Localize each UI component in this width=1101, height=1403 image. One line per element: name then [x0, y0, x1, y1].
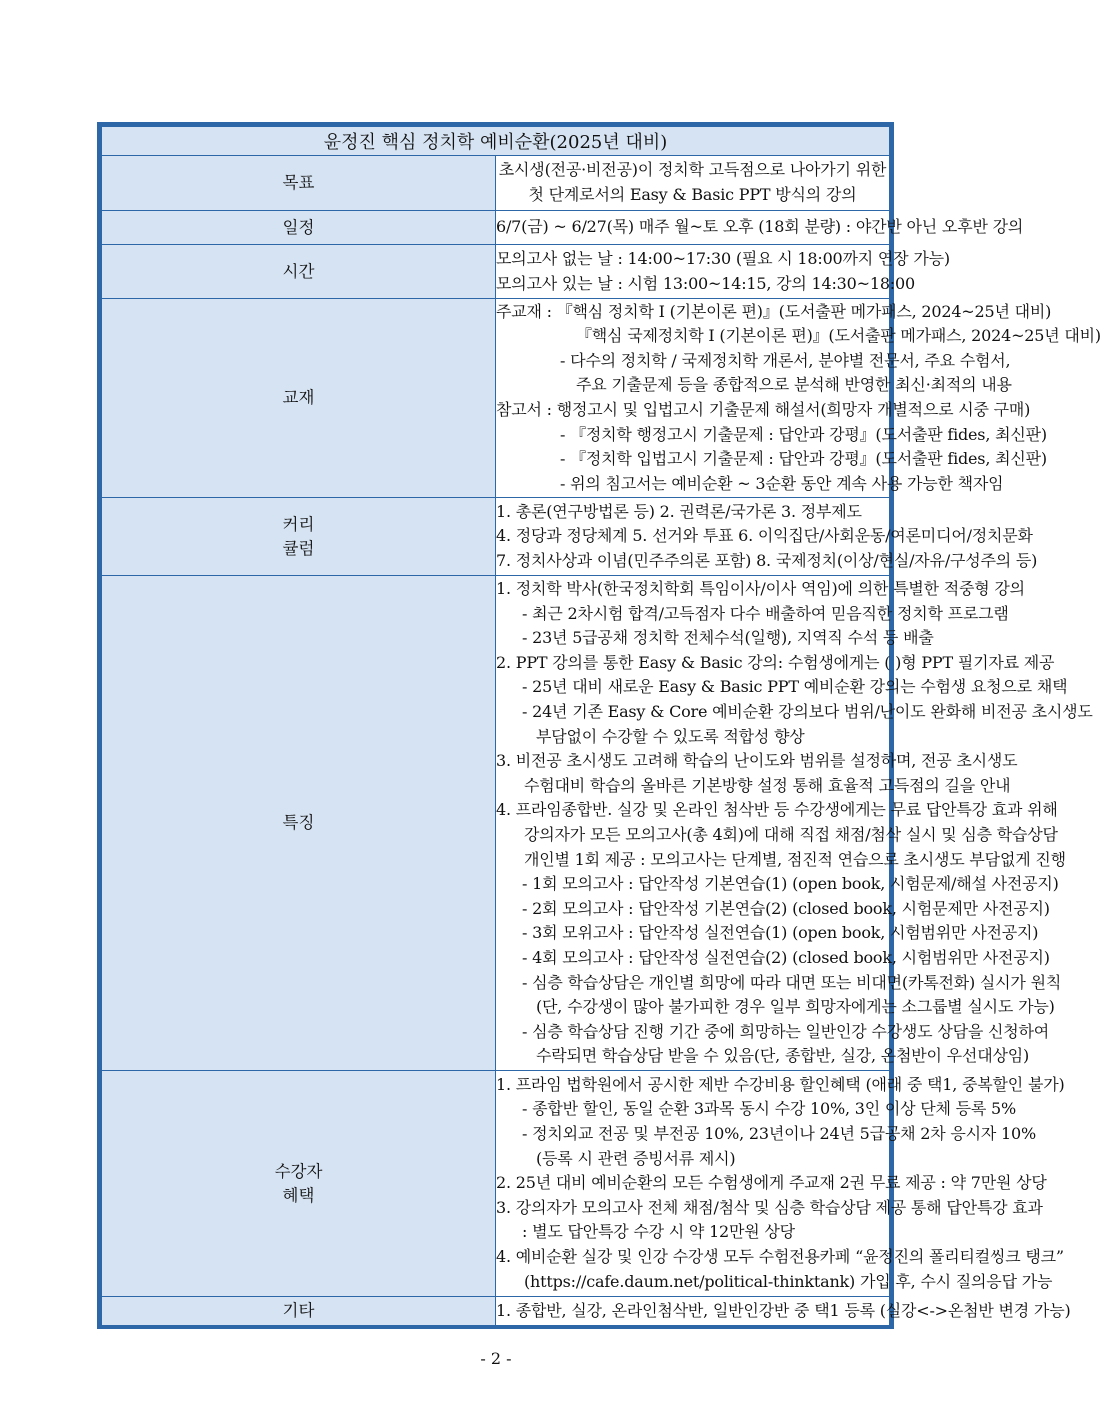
benefits-line: 4. 예비순환 실강 및 인강 수강생 모두 수험전용카페 “윤정진의 폴리티컬씽크 탱크”: [496, 1246, 1064, 1266]
benefits-label-line: 수강자: [274, 1161, 323, 1181]
features-label: 특징: [102, 576, 496, 1071]
textbook-content: [496, 299, 1101, 498]
features-line: - 24년 기존 Easy & Core 예비순환 강의보다 범위/난이도 완화해 비전공 초시생도: [522, 702, 1093, 722]
goal-label: 목표: [102, 156, 496, 211]
benefits-line: (https://cafe.daum.net/political-thinktank) 가입 후, 수시 질의응답 가능: [524, 1271, 1053, 1291]
curriculum-label-line: 큘럼: [282, 538, 315, 558]
time-label: 시간: [102, 245, 496, 299]
textbook-line: 주교재 : 『핵심 정치학 I (기본이론 편)』(도서출판 메가패스, 2024~25년 대비): [496, 301, 1052, 321]
etc-line: 1. 종합반, 실강, 온라인첨삭반, 일반인강반 중 택1 등록 (실강<->온첨반 변경 가능): [496, 1300, 1071, 1320]
time-row: [102, 245, 890, 299]
features-line: - 심층 학습상담은 개인별 희망에 따라 대면 또는 비대면(카톡전화) 실시가 원칙: [522, 972, 1062, 992]
benefits-line: 1. 프라임 법학원에서 공시한 제반 수강비용 할인혜택 (애래 중 택1, 중복할인 불가): [496, 1074, 1065, 1094]
benefits-label-line: 혜택: [282, 1185, 315, 1205]
schedule-line: 6/7(금) ~ 6/27(목) 매주 월~토 오후 (18회 분량) : 야간반 아닌 오후반 강의: [496, 217, 1024, 237]
features-line: 개인별 1회 제공 : 모의고사는 단계별, 점진적 연습으로 초시생도 부담없게 진행: [524, 849, 1066, 869]
schedule-row: [102, 211, 890, 245]
features-line: 수험대비 학습의 올바른 기본방향 설정 통해 효율적 고득점의 길을 안내: [524, 775, 1011, 795]
benefits-line: - 종합반 할인, 동일 순환 3과목 동시 수강 10%, 3인 이상 단체 등록 5%: [522, 1099, 1017, 1119]
features-content: [496, 576, 1093, 1071]
textbook-label: 교재: [102, 299, 496, 498]
curriculum-label: [102, 498, 496, 576]
benefits-line: : 별도 답안특강 수강 시 약 12만원 상당: [522, 1222, 795, 1242]
page-number: - 2 -: [480, 1349, 512, 1368]
features-line: 3. 비전공 초시생도 고려해 학습의 난이도와 범위를 설정하며, 전공 초시생도: [496, 751, 1018, 771]
benefits-line: - 정치외교 전공 및 부전공 10%, 23년이나 24년 5급공채 2차 응시자 10%: [522, 1124, 1037, 1144]
features-line: - 심층 학습상담 진행 기간 중에 희망하는 일반인강 수강생도 상담을 신청하여: [522, 1021, 1050, 1041]
benefits-line: 3. 강의자가 모의고사 전체 채점/첨삭 및 심층 학습상담 제공 통해 답안특강 효과: [496, 1197, 1043, 1217]
features-line: - 4회 모의고사 : 답안작성 실전연습(2) (closed book, 시험범위만 사전공지): [522, 947, 1050, 967]
textbook-line: 『핵심 국제정치학 I (기본이론 편)』(도서출판 메가패스, 2024~25년 대비): [576, 326, 1101, 346]
features-line: - 25년 대비 새로운 Easy & Basic PPT 예비순환 강의는 수험생 요청으로 채택: [522, 677, 1068, 697]
goal-line: 첫 단계로서의 Easy & Basic PPT 방식의 강의: [528, 185, 857, 204]
features-row: [102, 576, 890, 1071]
title-row: [102, 127, 890, 156]
features-line: 수락되면 학습상담 받을 수 있음(단, 종합반, 실강, 온첨반이 우선대상임): [536, 1046, 1029, 1066]
features-line: - 23년 5급공채 정치학 전체수석(일행), 지역직 수석 등 배출: [522, 628, 934, 648]
textbook-line: - 『정치학 행정고시 기출문제 : 답안과 강평』(도서출판 fides, 최신판): [560, 424, 1047, 444]
features-line: 1. 정치학 박사(한국정치학회 특임이사/이사 역임)에 의한 특별한 적중형 강의: [496, 579, 1025, 599]
goal-content: [496, 156, 890, 211]
features-line: 2. PPT 강의를 통한 Easy & Basic 강의: 수험생에게는 ( )형 PPT 필기자료 제공: [496, 652, 1055, 672]
schedule-content: [496, 211, 1024, 245]
goal-row: [102, 156, 890, 211]
features-line: - 2회 모의고사 : 답안작성 기본연습(2) (closed book, 시험문제만 사전공지): [522, 898, 1050, 918]
textbook-line: 주요 기출문제 등을 종합적으로 분석해 반영한 최신·최적의 내용: [576, 375, 1012, 395]
textbook-line: - 『정치학 입법고시 기출문제 : 답안과 강평』(도서출판 fides, 최신판): [560, 449, 1047, 469]
etc-label: 기타: [102, 1297, 496, 1326]
textbook-line: - 위의 침고서는 예비순환 ~ 3순환 동안 계속 사용 가능한 책자임: [560, 473, 1004, 493]
benefits-line: 2. 25년 대비 예비순환의 모든 수험생에게 주교재 2권 무료 제공 : 약 7만원 상당: [496, 1173, 1047, 1193]
benefits-line: (등록 시 관련 증빙서류 제시): [536, 1148, 736, 1168]
page-title: 윤정진 핵심 정치학 예비순환(2025년 대비): [102, 127, 890, 156]
curriculum-line: 4. 정당과 정당체계 5. 선거와 투표 6. 이익집단/사회운동/여론미디어/정치문화: [496, 526, 1033, 546]
curriculum-line: 1. 총론(연구방법론 등) 2. 권력론/국가론 3. 정부제도: [496, 501, 862, 521]
etc-row: [102, 1297, 890, 1326]
features-line: 4. 프라임종합반. 실강 및 온라인 첨삭반 등 수강생에게는 무료 답안특강 효과 위해: [496, 800, 1058, 820]
document-frame: [97, 122, 1101, 1329]
features-line: - 3회 모위고사 : 답안작성 실전연습(1) (open book, 시험범위만 사전공지): [522, 923, 1039, 943]
features-line: 강의자가 모든 모의고사(총 4회)에 대해 직접 채점/첨삭 실시 및 심층 학습상담: [524, 825, 1058, 844]
curriculum-label-line: 커리: [282, 514, 315, 534]
benefits-row: [102, 1071, 890, 1297]
etc-content: [496, 1297, 1071, 1326]
textbook-line: - 다수의 정치학 / 국제정치학 개론서, 분야별 전문서, 주요 수험서,: [560, 350, 1011, 370]
time-line: 모의고사 없는 날 : 14:00~17:30 (필요 시 18:00까지 연장 가능): [496, 248, 950, 268]
benefits-label: [102, 1071, 496, 1297]
course-table: [101, 126, 1101, 1326]
goal-line: 초시생(전공·비전공)이 정치학 고득점으로 나아가기 위한: [498, 160, 887, 180]
features-line: - 최근 2차시험 합격/고득점자 다수 배출하여 믿음직한 정치학 프로그램: [522, 603, 1009, 623]
features-line: 부담없이 수강할 수 있도록 적합성 향상: [536, 726, 805, 746]
features-line: (단, 수강생이 많아 불가피한 경우 일부 희망자에게는 소그룹별 실시도 가능): [536, 997, 1055, 1017]
curriculum-content: [496, 498, 1038, 576]
schedule-label: 일정: [102, 211, 496, 245]
textbook-row: [102, 299, 890, 498]
curriculum-line: 7. 정치사상과 이념(민주주의론 포함) 8. 국제정치(이상/현실/자유/구성주의 등): [496, 550, 1038, 570]
benefits-content: [496, 1071, 1065, 1297]
textbook-line: 참고서 : 행정고시 및 입법고시 기출문제 해설서(희망자 개별적으로 시중 구매): [496, 400, 1031, 419]
features-line: - 1회 모의고사 : 답안작성 기본연습(1) (open book, 시험문제/해설 사전공지): [522, 874, 1059, 894]
curriculum-row: [102, 498, 890, 576]
time-line: 모의고사 있는 날 : 시험 13:00~14:15, 강의 14:30~18:00: [496, 273, 915, 293]
time-content: [496, 245, 950, 299]
